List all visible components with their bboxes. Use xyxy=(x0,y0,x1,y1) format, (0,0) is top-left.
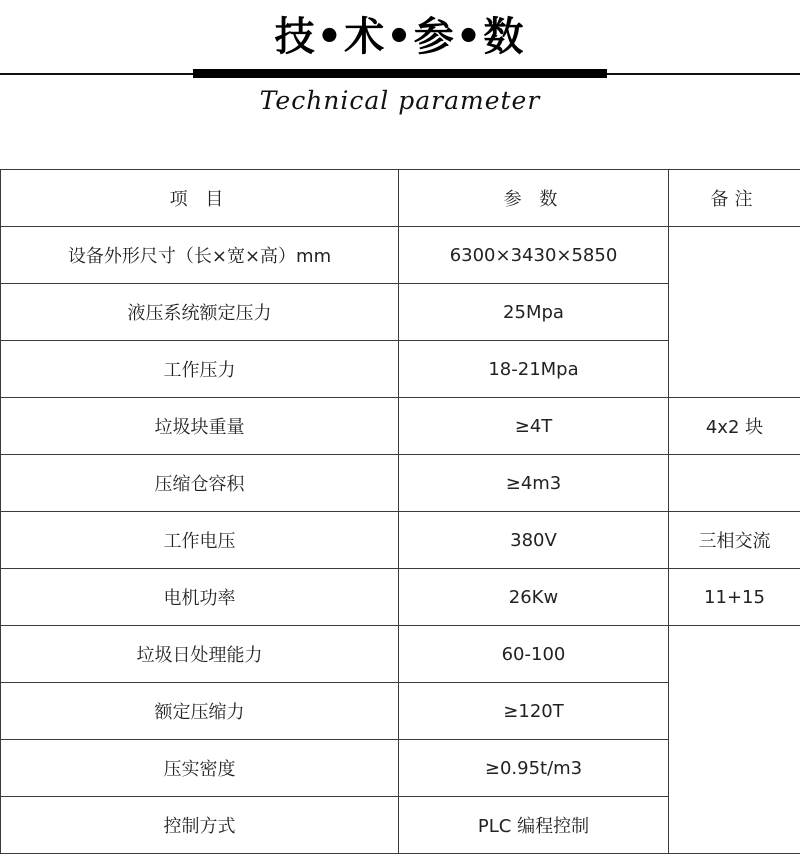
item-cell: 电机功率 xyxy=(1,569,399,626)
note-cell: 4x2 块 xyxy=(669,398,800,455)
value-cell: ≥4m3 xyxy=(399,455,669,512)
column-header-value: 参 数 xyxy=(399,170,669,227)
value-cell: 60-100 xyxy=(399,626,669,683)
page-subtitle: Technical parameter xyxy=(259,86,541,115)
item-cell: 设备外形尺寸（长×宽×高）mm xyxy=(1,227,399,284)
value-cell: 25Mpa xyxy=(399,284,669,341)
note-cell xyxy=(669,455,800,512)
table-row xyxy=(1,626,800,683)
note-cell xyxy=(669,227,800,398)
item-cell: 压实密度 xyxy=(1,740,399,797)
item-cell: 控制方式 xyxy=(1,797,399,854)
item-cell: 压缩仓容积 xyxy=(1,455,399,512)
parameter-table xyxy=(0,169,800,854)
item-cell: 工作电压 xyxy=(1,512,399,569)
item-cell: 工作压力 xyxy=(1,341,399,398)
item-cell: 额定压缩力 xyxy=(1,683,399,740)
page-title: 技•术•参•数 xyxy=(274,14,526,60)
table-header-row xyxy=(1,170,800,227)
table-row xyxy=(1,227,800,284)
item-cell: 垃圾日处理能力 xyxy=(1,626,399,683)
value-cell: 18-21Mpa xyxy=(399,341,669,398)
title-underline-bar xyxy=(193,69,607,78)
column-header-item: 项 目 xyxy=(1,170,399,227)
value-cell: 380V xyxy=(399,512,669,569)
table-row xyxy=(1,398,800,455)
item-cell: 垃圾块重量 xyxy=(1,398,399,455)
item-cell: 液压系统额定压力 xyxy=(1,284,399,341)
table-row xyxy=(1,512,800,569)
value-cell: ≥4T xyxy=(399,398,669,455)
table-row xyxy=(1,569,800,626)
value-cell: ≥120T xyxy=(399,683,669,740)
value-cell: 26Kw xyxy=(399,569,669,626)
note-cell xyxy=(669,626,800,854)
value-cell: ≥0.95t/m3 xyxy=(399,740,669,797)
note-cell: 三相交流 xyxy=(669,512,800,569)
note-cell: 11+15 xyxy=(669,569,800,626)
value-cell: PLC 编程控制 xyxy=(399,797,669,854)
value-cell: 6300×3430×5850 xyxy=(399,227,669,284)
column-header-note: 备注 xyxy=(669,170,800,227)
table-row xyxy=(1,455,800,512)
